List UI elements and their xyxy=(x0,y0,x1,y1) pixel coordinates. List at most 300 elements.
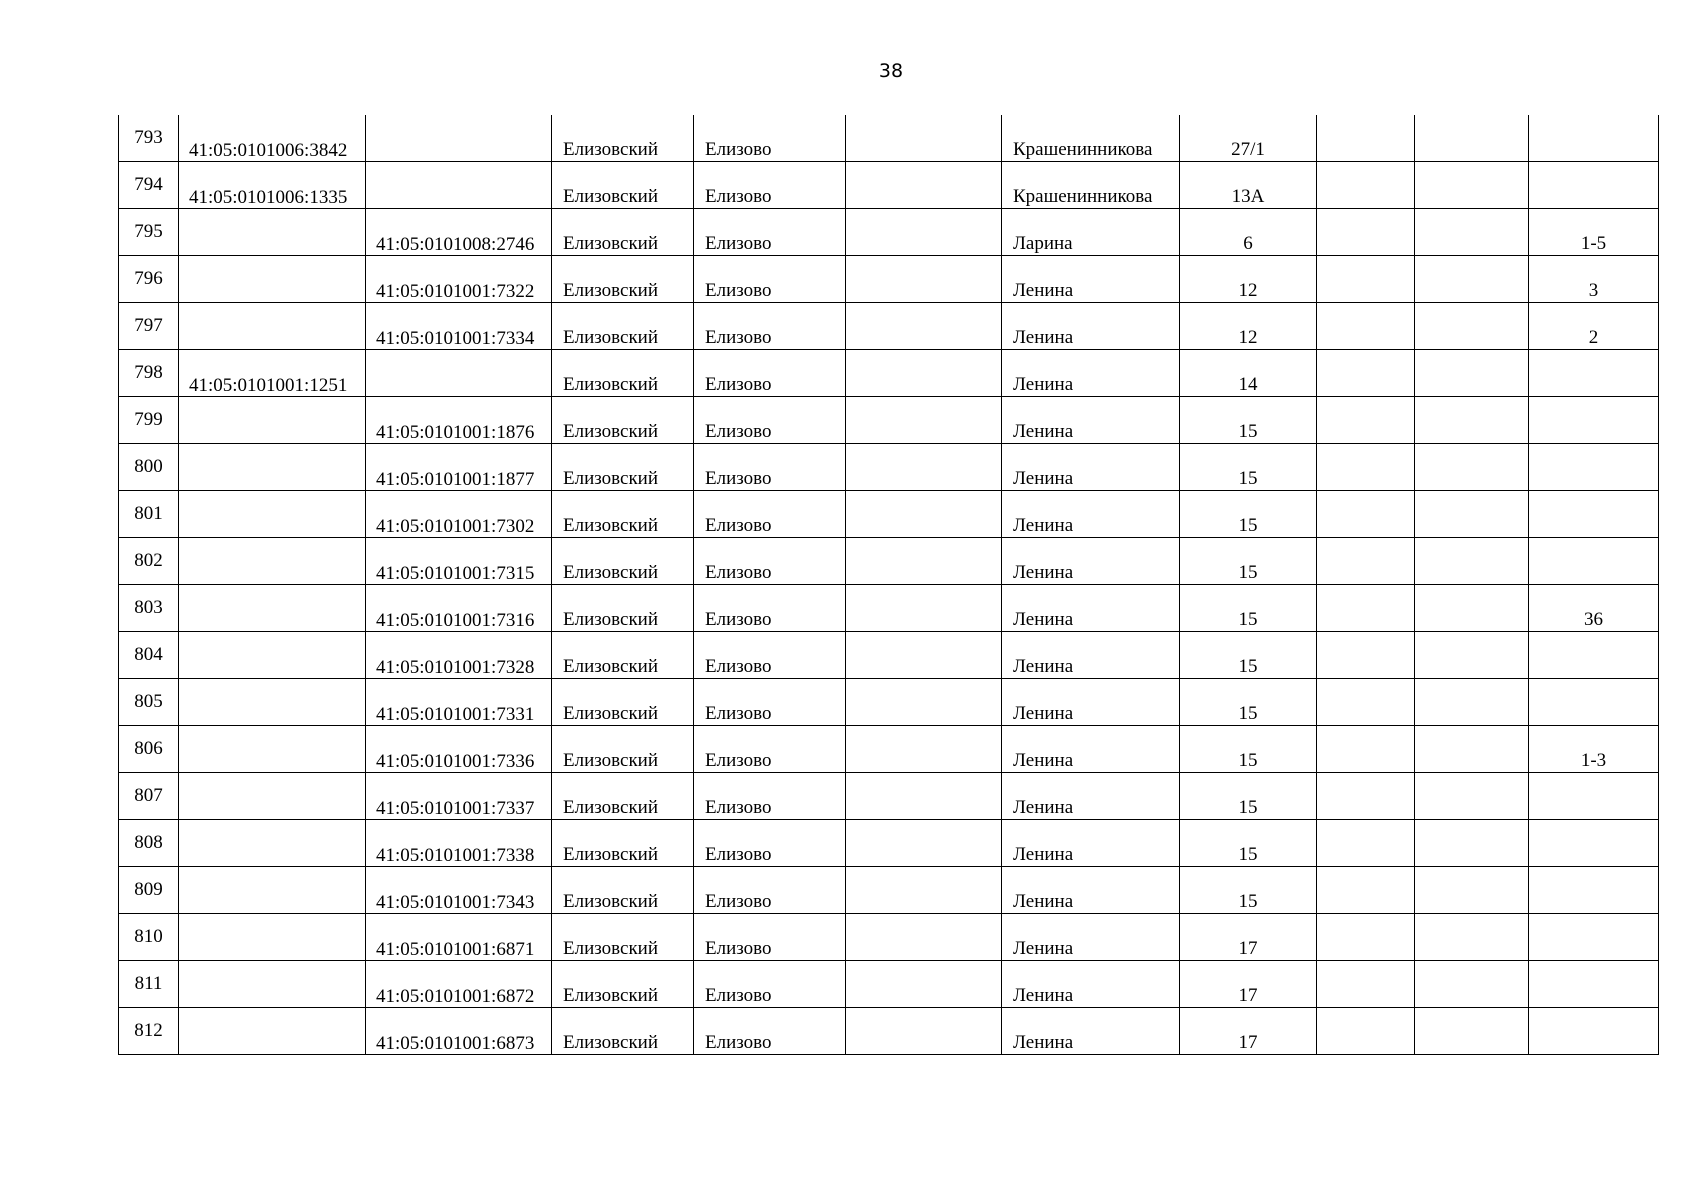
empty-cell xyxy=(1415,632,1529,679)
district-text: Елизовский xyxy=(563,280,659,301)
district-cell xyxy=(552,585,694,632)
row-number-cell xyxy=(119,632,179,679)
cadastral-number-b-cell xyxy=(366,444,552,491)
row-number-text: 797 xyxy=(134,315,163,336)
cadastral-number-b-cell xyxy=(366,491,552,538)
district-cell xyxy=(552,209,694,256)
cadastral-number-a-cell xyxy=(179,820,366,867)
cadastral-number-b-cell xyxy=(366,726,552,773)
empty-cell xyxy=(1317,773,1415,820)
empty-cell xyxy=(1317,1008,1415,1055)
table-row xyxy=(119,162,1659,209)
table-row xyxy=(119,303,1659,350)
apartment-cell xyxy=(1529,209,1659,256)
city-cell xyxy=(694,773,846,820)
apartment-text: 1-3 xyxy=(1580,750,1607,771)
street-cell xyxy=(1002,726,1180,773)
city-cell xyxy=(694,585,846,632)
empty-cell xyxy=(1317,444,1415,491)
house-number-text: 15 xyxy=(1238,421,1258,442)
street-cell xyxy=(1002,1008,1180,1055)
city-text: Елизово xyxy=(705,233,772,254)
street-cell xyxy=(1002,632,1180,679)
apartment-text: 36 xyxy=(1584,609,1603,630)
house-number-text: 17 xyxy=(1238,938,1258,959)
empty-cell xyxy=(1317,585,1415,632)
row-number-text: 796 xyxy=(134,268,163,289)
row-number-text: 799 xyxy=(134,409,163,430)
cadastral-number-a-cell xyxy=(179,350,366,397)
row-number-text: 795 xyxy=(134,221,163,242)
row-number-cell xyxy=(119,162,179,209)
street-cell xyxy=(1002,162,1180,209)
street-text: Ленина xyxy=(1013,609,1074,630)
row-number-text: 798 xyxy=(134,362,163,383)
row-number-cell xyxy=(119,350,179,397)
house-number-text: 14 xyxy=(1238,374,1258,395)
empty-cell xyxy=(1317,350,1415,397)
district-text: Елизовский xyxy=(563,186,659,207)
district-text: Елизовский xyxy=(563,327,659,348)
cadastral-number-b-text: 41:05:0101001:7336 xyxy=(376,751,535,772)
house-number-cell xyxy=(1180,350,1317,397)
district-text: Елизовский xyxy=(563,609,659,630)
district-cell xyxy=(552,914,694,961)
empty-cell xyxy=(1415,1008,1529,1055)
apartment-text: 1-5 xyxy=(1580,233,1607,254)
house-number-cell xyxy=(1180,773,1317,820)
city-cell xyxy=(694,679,846,726)
row-number-text: 804 xyxy=(134,644,163,665)
house-number-text: 15 xyxy=(1238,797,1258,818)
apartment-cell xyxy=(1529,538,1659,585)
cadastral-number-a-cell xyxy=(179,209,366,256)
apartment-cell xyxy=(1529,1008,1659,1055)
district-text: Елизовский xyxy=(563,515,659,536)
row-number-cell xyxy=(119,538,179,585)
city-text: Елизово xyxy=(705,844,772,865)
city-cell xyxy=(694,1008,846,1055)
table-row xyxy=(119,820,1659,867)
city-text: Елизово xyxy=(705,562,772,583)
city-text: Елизово xyxy=(705,797,772,818)
cadastral-number-a-text: 41:05:0101001:1251 xyxy=(189,375,348,396)
empty-cell xyxy=(1317,961,1415,1008)
empty-cell xyxy=(846,773,1002,820)
cadastral-number-b-cell xyxy=(366,961,552,1008)
cadastral-number-b-text: 41:05:0101001:7343 xyxy=(376,892,535,913)
house-number-cell xyxy=(1180,914,1317,961)
cadastral-number-a-cell xyxy=(179,632,366,679)
city-cell xyxy=(694,726,846,773)
house-number-text: 15 xyxy=(1238,468,1258,489)
district-text: Елизовский xyxy=(563,703,659,724)
district-text: Елизовский xyxy=(563,750,659,771)
street-cell xyxy=(1002,350,1180,397)
row-number-cell xyxy=(119,491,179,538)
street-cell xyxy=(1002,914,1180,961)
row-number-cell xyxy=(119,444,179,491)
page-number: 38 xyxy=(878,60,904,82)
city-text: Елизово xyxy=(705,280,772,301)
house-number-text: 15 xyxy=(1238,844,1258,865)
city-text: Елизово xyxy=(705,609,772,630)
cadastral-number-a-cell xyxy=(179,303,366,350)
empty-cell xyxy=(846,679,1002,726)
house-number-cell xyxy=(1180,585,1317,632)
city-text: Елизово xyxy=(705,703,772,724)
street-cell xyxy=(1002,303,1180,350)
cadastral-number-a-cell xyxy=(179,679,366,726)
row-number-text: 809 xyxy=(134,879,163,900)
city-text: Елизово xyxy=(705,515,772,536)
empty-cell xyxy=(1317,914,1415,961)
cadastral-number-b-text: 41:05:0101001:7316 xyxy=(376,610,535,631)
street-text: Ленина xyxy=(1013,938,1074,959)
cadastral-number-b-text: 41:05:0101008:2746 xyxy=(376,234,535,255)
street-cell xyxy=(1002,444,1180,491)
street-text: Ленина xyxy=(1013,750,1074,771)
house-number-text: 15 xyxy=(1238,562,1258,583)
cadastral-number-a-cell xyxy=(179,256,366,303)
cadastral-number-b-text: 41:05:0101001:1876 xyxy=(376,422,535,443)
district-cell xyxy=(552,256,694,303)
cadastral-number-b-text: 41:05:0101001:7331 xyxy=(376,704,535,725)
street-text: Ленина xyxy=(1013,1032,1074,1053)
house-number-text: 27/1 xyxy=(1231,139,1265,160)
apartment-cell xyxy=(1529,726,1659,773)
table-row xyxy=(119,538,1659,585)
row-number-text: 812 xyxy=(134,1020,163,1041)
cadastral-number-a-cell xyxy=(179,491,366,538)
row-number-cell xyxy=(119,867,179,914)
street-cell xyxy=(1002,820,1180,867)
house-number-text: 13А xyxy=(1231,186,1265,207)
cadastral-number-b-cell xyxy=(366,115,552,162)
table-row xyxy=(119,726,1659,773)
cadastral-number-b-cell xyxy=(366,773,552,820)
city-cell xyxy=(694,303,846,350)
row-number-text: 807 xyxy=(134,785,163,806)
district-cell xyxy=(552,444,694,491)
empty-text xyxy=(1317,1053,1414,1054)
cadastral-number-a-cell xyxy=(179,397,366,444)
empty-cell xyxy=(1415,961,1529,1008)
city-cell xyxy=(694,350,846,397)
empty-cell xyxy=(1317,115,1415,162)
row-number-text: 803 xyxy=(134,597,163,618)
district-cell xyxy=(552,726,694,773)
apartment-cell xyxy=(1529,491,1659,538)
district-cell xyxy=(552,397,694,444)
empty-cell xyxy=(1415,679,1529,726)
table-row xyxy=(119,679,1659,726)
empty-cell xyxy=(846,256,1002,303)
apartment-cell xyxy=(1529,115,1659,162)
apartment-cell xyxy=(1529,444,1659,491)
apartment-text xyxy=(1529,1053,1658,1054)
city-text: Елизово xyxy=(705,421,772,442)
empty-cell xyxy=(1415,773,1529,820)
cadastral-number-b-cell xyxy=(366,1008,552,1055)
city-text: Елизово xyxy=(705,327,772,348)
cadastral-number-b-cell xyxy=(366,350,552,397)
empty-cell xyxy=(1415,820,1529,867)
district-cell xyxy=(552,961,694,1008)
district-text: Елизовский xyxy=(563,562,659,583)
district-text: Елизовский xyxy=(563,891,659,912)
city-text: Елизово xyxy=(705,891,772,912)
house-number-cell xyxy=(1180,303,1317,350)
district-cell xyxy=(552,773,694,820)
empty-cell xyxy=(1317,820,1415,867)
district-text: Елизовский xyxy=(563,374,659,395)
cadastral-number-a-cell xyxy=(179,538,366,585)
registry-table xyxy=(118,115,1659,1055)
house-number-cell xyxy=(1180,538,1317,585)
cadastral-number-b-cell xyxy=(366,585,552,632)
street-cell xyxy=(1002,679,1180,726)
cadastral-number-b-text: 41:05:0101001:7338 xyxy=(376,845,535,866)
row-number-cell xyxy=(119,209,179,256)
district-text: Елизовский xyxy=(563,1032,659,1053)
empty-cell xyxy=(846,162,1002,209)
row-number-cell xyxy=(119,115,179,162)
row-number-text: 805 xyxy=(134,691,163,712)
empty-cell xyxy=(846,350,1002,397)
empty-cell xyxy=(1317,538,1415,585)
cadastral-number-b-text: 41:05:0101001:6871 xyxy=(376,939,535,960)
street-cell xyxy=(1002,773,1180,820)
street-text: Ленина xyxy=(1013,985,1074,1006)
cadastral-number-a-text: 41:05:0101006:3842 xyxy=(189,140,348,161)
city-cell xyxy=(694,162,846,209)
district-cell xyxy=(552,679,694,726)
table-row xyxy=(119,397,1659,444)
district-cell xyxy=(552,162,694,209)
empty-cell xyxy=(846,961,1002,1008)
street-cell xyxy=(1002,538,1180,585)
table-row xyxy=(119,491,1659,538)
city-cell xyxy=(694,209,846,256)
table-row xyxy=(119,444,1659,491)
table-row xyxy=(119,961,1659,1008)
city-cell xyxy=(694,820,846,867)
table-row xyxy=(119,773,1659,820)
apartment-text: 3 xyxy=(1588,280,1599,301)
apartment-cell xyxy=(1529,350,1659,397)
street-text: Ленина xyxy=(1013,280,1074,301)
empty-cell xyxy=(1317,726,1415,773)
empty-cell xyxy=(1415,397,1529,444)
district-text: Елизовский xyxy=(563,233,659,254)
district-cell xyxy=(552,632,694,679)
street-text: Ленина xyxy=(1013,703,1074,724)
cadastral-number-a-cell xyxy=(179,1008,366,1055)
row-number-text: 794 xyxy=(134,174,163,195)
empty-cell xyxy=(846,209,1002,256)
street-text: Ленина xyxy=(1013,656,1074,677)
empty-cell xyxy=(846,115,1002,162)
apartment-text: 2 xyxy=(1588,327,1599,348)
cadastral-number-b-cell xyxy=(366,914,552,961)
cadastral-number-b-cell xyxy=(366,303,552,350)
empty-cell xyxy=(846,1008,1002,1055)
empty-cell xyxy=(1317,256,1415,303)
district-cell xyxy=(552,538,694,585)
empty-cell xyxy=(1415,444,1529,491)
city-text: Елизово xyxy=(705,1032,772,1053)
empty-cell xyxy=(1415,914,1529,961)
district-cell xyxy=(552,820,694,867)
house-number-cell xyxy=(1180,1008,1317,1055)
city-cell xyxy=(694,397,846,444)
empty-cell xyxy=(846,632,1002,679)
empty-cell xyxy=(1415,303,1529,350)
empty-cell xyxy=(846,820,1002,867)
street-text: Ленина xyxy=(1013,374,1074,395)
district-cell xyxy=(552,350,694,397)
district-cell xyxy=(552,303,694,350)
street-cell xyxy=(1002,397,1180,444)
district-cell xyxy=(552,115,694,162)
house-number-text: 15 xyxy=(1238,515,1258,536)
house-number-cell xyxy=(1180,115,1317,162)
empty-cell xyxy=(846,726,1002,773)
house-number-text: 15 xyxy=(1238,891,1258,912)
cadastral-number-b-text: 41:05:0101001:7315 xyxy=(376,563,535,584)
empty-cell xyxy=(1415,585,1529,632)
street-cell xyxy=(1002,961,1180,1008)
cadastral-number-a-cell xyxy=(179,726,366,773)
street-cell xyxy=(1002,209,1180,256)
table-row xyxy=(119,585,1659,632)
row-number-text: 810 xyxy=(134,926,163,947)
house-number-text: 6 xyxy=(1243,233,1253,254)
city-cell xyxy=(694,444,846,491)
city-text: Елизово xyxy=(705,139,772,160)
house-number-cell xyxy=(1180,491,1317,538)
street-cell xyxy=(1002,115,1180,162)
city-text: Елизово xyxy=(705,186,772,207)
house-number-text: 12 xyxy=(1238,280,1258,301)
cadastral-number-a-text: 41:05:0101006:1335 xyxy=(189,187,348,208)
cadastral-number-a-cell xyxy=(179,444,366,491)
empty-cell xyxy=(846,444,1002,491)
house-number-cell xyxy=(1180,632,1317,679)
house-number-text: 15 xyxy=(1238,750,1258,771)
empty-cell xyxy=(1317,867,1415,914)
apartment-cell xyxy=(1529,867,1659,914)
row-number-cell xyxy=(119,1008,179,1055)
cadastral-number-b-cell xyxy=(366,867,552,914)
empty-cell xyxy=(1317,162,1415,209)
table-row xyxy=(119,350,1659,397)
apartment-cell xyxy=(1529,585,1659,632)
house-number-text: 15 xyxy=(1238,703,1258,724)
house-number-text: 15 xyxy=(1238,656,1258,677)
street-cell xyxy=(1002,256,1180,303)
district-cell xyxy=(552,1008,694,1055)
row-number-cell xyxy=(119,820,179,867)
table-row xyxy=(119,632,1659,679)
district-text: Елизовский xyxy=(563,844,659,865)
empty-cell xyxy=(846,397,1002,444)
house-number-cell xyxy=(1180,679,1317,726)
apartment-cell xyxy=(1529,162,1659,209)
row-number-cell xyxy=(119,773,179,820)
row-number-cell xyxy=(119,256,179,303)
city-cell xyxy=(694,867,846,914)
row-number-cell xyxy=(119,585,179,632)
empty-cell xyxy=(1415,162,1529,209)
empty-cell xyxy=(1317,303,1415,350)
cadastral-number-a-cell xyxy=(179,585,366,632)
street-text: Ленина xyxy=(1013,515,1074,536)
street-text: Ленина xyxy=(1013,891,1074,912)
empty-cell xyxy=(1317,632,1415,679)
street-cell xyxy=(1002,585,1180,632)
street-text: Ларина xyxy=(1013,233,1073,254)
empty-text xyxy=(846,1053,1001,1054)
empty-cell xyxy=(1415,209,1529,256)
district-cell xyxy=(552,491,694,538)
apartment-cell xyxy=(1529,820,1659,867)
table-row xyxy=(119,914,1659,961)
row-number-text: 806 xyxy=(134,738,163,759)
house-number-text: 17 xyxy=(1238,985,1258,1006)
street-cell xyxy=(1002,491,1180,538)
house-number-text: 17 xyxy=(1238,1032,1258,1053)
cadastral-number-b-text: 41:05:0101001:6872 xyxy=(376,986,535,1007)
table-row xyxy=(119,115,1659,162)
cadastral-number-b-text: 41:05:0101001:6873 xyxy=(376,1033,535,1054)
row-number-text: 808 xyxy=(134,832,163,853)
house-number-cell xyxy=(1180,397,1317,444)
empty-cell xyxy=(1415,491,1529,538)
empty-cell xyxy=(1317,491,1415,538)
cadastral-number-b-text: 41:05:0101001:7322 xyxy=(376,281,535,302)
city-text: Елизово xyxy=(705,985,772,1006)
city-cell xyxy=(694,538,846,585)
row-number-text: 800 xyxy=(134,456,163,477)
cadastral-number-b-text: 41:05:0101001:7328 xyxy=(376,657,535,678)
empty-cell xyxy=(1415,867,1529,914)
empty-cell xyxy=(1415,538,1529,585)
apartment-cell xyxy=(1529,773,1659,820)
street-text: Ленина xyxy=(1013,844,1074,865)
house-number-cell xyxy=(1180,961,1317,1008)
district-text: Елизовский xyxy=(563,421,659,442)
street-text: Ленина xyxy=(1013,797,1074,818)
house-number-cell xyxy=(1180,162,1317,209)
city-text: Елизово xyxy=(705,374,772,395)
cadastral-number-a-cell xyxy=(179,867,366,914)
empty-cell xyxy=(846,538,1002,585)
city-cell xyxy=(694,914,846,961)
district-text: Елизовский xyxy=(563,797,659,818)
cadastral-number-a-cell xyxy=(179,773,366,820)
district-text: Елизовский xyxy=(563,938,659,959)
house-number-text: 12 xyxy=(1238,327,1258,348)
row-number-cell xyxy=(119,914,179,961)
table-row xyxy=(119,209,1659,256)
cadastral-number-b-cell xyxy=(366,256,552,303)
empty-cell xyxy=(846,585,1002,632)
cadastral-number-b-cell xyxy=(366,162,552,209)
city-text: Елизово xyxy=(705,750,772,771)
empty-cell xyxy=(846,303,1002,350)
